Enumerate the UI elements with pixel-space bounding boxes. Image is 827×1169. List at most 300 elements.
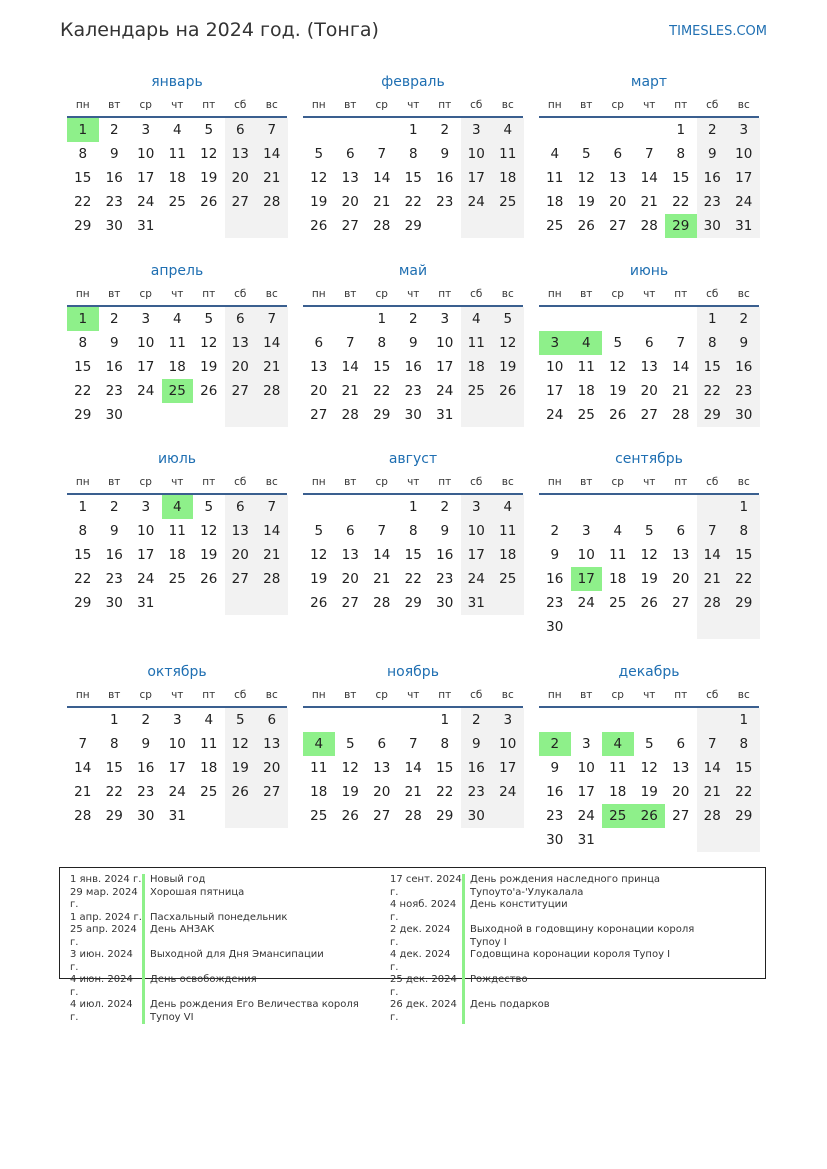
empty-day-cell	[665, 828, 697, 852]
weekday-label: ср	[139, 476, 152, 488]
day-cell: 19	[310, 571, 328, 587]
day-cell: 20	[225, 543, 257, 567]
weekday-label: сб	[706, 476, 719, 488]
day-cell: 17	[436, 359, 454, 375]
day-cell: 14	[672, 359, 690, 375]
holiday-date: 1 янв. 2024 г.	[70, 874, 142, 885]
weekday-label: пн	[75, 689, 90, 701]
day-cell: 27	[256, 780, 288, 804]
day-cell: 23	[105, 571, 123, 587]
empty-day-cell	[461, 403, 493, 427]
day-cell: 6	[676, 523, 686, 539]
weekday-label: ср	[139, 99, 152, 111]
day-cell: 30	[728, 403, 760, 427]
empty-day-cell	[335, 307, 367, 331]
day-cell: 10	[492, 732, 524, 756]
day-cell: 2	[109, 311, 119, 327]
weekday-label: сб	[470, 476, 483, 488]
day-grid	[539, 307, 759, 427]
day-cell: 30	[546, 619, 564, 635]
legend-row	[70, 874, 380, 887]
day-cell: 26	[200, 383, 218, 399]
day-cell: 15	[74, 359, 92, 375]
day-cell: 30	[137, 808, 155, 824]
day-cell: 3	[492, 708, 524, 732]
day-cell: 11	[168, 335, 186, 351]
holiday-day-cell: 4	[162, 495, 194, 519]
day-cell: 5	[204, 499, 214, 515]
holiday-date: 25 апр. 2024 г.	[70, 924, 137, 948]
day-cell: 26	[492, 379, 524, 403]
day-cell: 25	[492, 567, 524, 591]
weekday-label: пт	[202, 288, 216, 300]
day-cell: 20	[609, 194, 627, 210]
day-cell: 14	[697, 756, 729, 780]
day-cell: 11	[168, 146, 186, 162]
weekday-header	[539, 94, 759, 118]
weekday-label: ср	[611, 99, 624, 111]
holiday-name: Выходной для Дня Эмансипации	[142, 949, 380, 974]
day-cell: 19	[310, 194, 328, 210]
day-cell: 18	[168, 359, 186, 375]
empty-day-cell	[303, 118, 335, 142]
day-cell: 19	[577, 194, 595, 210]
weekday-label: чт	[407, 288, 420, 300]
day-cell: 6	[377, 736, 387, 752]
weekday-label: вс	[501, 99, 514, 111]
day-cell: 26	[609, 407, 627, 423]
weekday-label: пт	[202, 689, 216, 701]
month-11	[539, 660, 759, 852]
day-cell: 24	[436, 383, 454, 399]
day-cell: 20	[672, 784, 690, 800]
day-cell: 28	[640, 218, 658, 234]
day-cell: 3	[581, 736, 591, 752]
empty-day-cell	[492, 804, 524, 828]
day-cell: 18	[168, 547, 186, 563]
day-cell: 18	[461, 355, 493, 379]
empty-day-cell	[634, 708, 666, 732]
day-cell: 9	[550, 547, 560, 563]
day-cell: 13	[640, 359, 658, 375]
weekday-label: вс	[737, 476, 750, 488]
day-cell: 11	[310, 760, 328, 776]
legend-row	[70, 974, 380, 999]
day-cell: 7	[697, 519, 729, 543]
day-cell: 4	[172, 122, 182, 138]
day-cell: 1	[676, 122, 686, 138]
weekday-label: сб	[706, 689, 719, 701]
day-grid	[303, 708, 523, 828]
day-cell: 5	[314, 523, 324, 539]
day-cell: 21	[341, 383, 359, 399]
legend-row	[390, 974, 700, 999]
day-cell: 27	[225, 190, 257, 214]
empty-day-cell	[539, 708, 571, 732]
empty-day-cell	[429, 214, 461, 238]
day-cell: 6	[345, 523, 355, 539]
day-cell: 8	[728, 519, 760, 543]
day-cell: 25	[609, 595, 627, 611]
empty-day-cell	[162, 214, 194, 238]
weekday-label: вт	[108, 476, 121, 488]
weekday-label: чт	[407, 476, 420, 488]
day-cell: 23	[436, 571, 454, 587]
day-cell: 6	[676, 736, 686, 752]
weekday-label: пн	[311, 689, 326, 701]
day-cell: 20	[225, 166, 257, 190]
day-cell: 14	[256, 142, 288, 166]
day-cell: 15	[697, 355, 729, 379]
day-cell: 22	[74, 194, 92, 210]
day-cell: 7	[644, 146, 654, 162]
month-name: май	[398, 263, 428, 279]
empty-day-cell	[539, 495, 571, 519]
day-cell: 26	[310, 218, 328, 234]
day-cell: 20	[672, 571, 690, 587]
day-cell: 21	[404, 784, 422, 800]
weekday-label: чт	[643, 288, 656, 300]
day-cell: 20	[256, 756, 288, 780]
day-cell: 18	[492, 166, 524, 190]
day-cell: 29	[728, 804, 760, 828]
empty-day-cell	[193, 804, 225, 828]
empty-day-cell	[697, 828, 729, 852]
day-cell: 12	[577, 170, 595, 186]
weekday-label: ср	[611, 689, 624, 701]
empty-day-cell	[225, 214, 257, 238]
day-cell: 28	[697, 591, 729, 615]
empty-day-cell	[366, 708, 398, 732]
weekday-label: вс	[737, 99, 750, 111]
site-link[interactable]: TIMESLES.COM	[669, 24, 767, 39]
day-cell: 10	[137, 523, 155, 539]
day-cell: 13	[225, 142, 257, 166]
day-cell: 4	[172, 311, 182, 327]
day-cell: 8	[377, 335, 387, 351]
holiday-day-cell: 26	[634, 804, 666, 828]
weekday-label: пн	[547, 476, 562, 488]
day-cell: 17	[168, 760, 186, 776]
day-cell: 31	[461, 591, 493, 615]
day-cell: 23	[728, 379, 760, 403]
empty-day-cell	[634, 615, 666, 639]
day-cell: 16	[404, 359, 422, 375]
day-cell: 5	[204, 122, 214, 138]
day-cell: 14	[640, 170, 658, 186]
day-cell: 27	[609, 218, 627, 234]
day-cell: 5	[613, 335, 623, 351]
weekday-label: вс	[265, 288, 278, 300]
legend-row	[70, 912, 380, 925]
day-cell: 8	[78, 523, 88, 539]
empty-day-cell	[665, 615, 697, 639]
weekday-label: пт	[202, 476, 216, 488]
day-cell: 4	[204, 712, 214, 728]
empty-day-cell	[602, 828, 634, 852]
empty-day-cell	[602, 307, 634, 331]
weekday-label: ср	[375, 288, 388, 300]
day-cell: 15	[436, 760, 454, 776]
empty-day-cell	[571, 307, 603, 331]
holiday-name: День освобождения	[142, 974, 380, 999]
empty-day-cell	[256, 403, 288, 427]
day-cell: 3	[581, 523, 591, 539]
day-cell: 9	[440, 146, 450, 162]
day-cell: 25	[492, 190, 524, 214]
day-cell: 16	[137, 760, 155, 776]
day-cell: 22	[74, 383, 92, 399]
empty-day-cell	[256, 804, 288, 828]
day-grid	[67, 495, 287, 615]
day-cell: 13	[341, 170, 359, 186]
day-cell: 12	[609, 359, 627, 375]
empty-day-cell	[256, 591, 288, 615]
day-cell: 26	[577, 218, 595, 234]
empty-day-cell	[193, 591, 225, 615]
day-cell: 9	[408, 335, 418, 351]
weekday-label: пт	[438, 288, 452, 300]
day-cell: 28	[373, 218, 391, 234]
day-cell: 7	[345, 335, 355, 351]
day-cell: 14	[373, 547, 391, 563]
empty-day-cell	[162, 403, 194, 427]
day-cell: 17	[492, 756, 524, 780]
day-cell: 12	[310, 547, 328, 563]
day-cell: 1	[78, 499, 88, 515]
empty-day-cell	[366, 118, 398, 142]
weekday-header	[539, 471, 759, 495]
day-cell: 30	[404, 407, 422, 423]
legend-row	[390, 949, 700, 974]
day-cell: 7	[377, 523, 387, 539]
day-cell: 25	[577, 407, 595, 423]
day-cell: 24	[168, 784, 186, 800]
day-cell: 25	[546, 218, 564, 234]
day-cell: 29	[436, 808, 454, 824]
holiday-date: 29 мар. 2024 г.	[70, 886, 138, 910]
day-cell: 28	[256, 190, 288, 214]
day-cell: 30	[105, 407, 123, 423]
day-cell: 3	[172, 712, 182, 728]
day-cell: 8	[440, 736, 450, 752]
day-cell: 23	[546, 595, 564, 611]
day-cell: 27	[341, 218, 359, 234]
month-name: январь	[151, 74, 203, 90]
day-cell: 14	[74, 760, 92, 776]
day-cell: 4	[492, 495, 524, 519]
weekday-label: сб	[470, 288, 483, 300]
month-7	[303, 447, 523, 615]
day-cell: 7	[697, 732, 729, 756]
empty-day-cell	[303, 708, 335, 732]
day-cell: 15	[74, 547, 92, 563]
empty-day-cell	[162, 591, 194, 615]
empty-day-cell	[366, 495, 398, 519]
day-cell: 21	[256, 355, 288, 379]
day-cell: 29	[404, 218, 422, 234]
holiday-date: 2 дек. 2024 г.	[390, 924, 451, 948]
day-cell: 4	[550, 146, 560, 162]
holiday-date: 26 дек. 2024 г.	[390, 999, 457, 1023]
weekday-label: ср	[139, 689, 152, 701]
day-cell: 20	[640, 383, 658, 399]
empty-day-cell	[602, 118, 634, 142]
month-name: сентябрь	[615, 451, 683, 467]
day-cell: 30	[461, 804, 493, 828]
empty-day-cell	[256, 214, 288, 238]
weekday-label: чт	[407, 689, 420, 701]
empty-day-cell	[539, 118, 571, 142]
weekday-label: вс	[265, 476, 278, 488]
day-cell: 7	[78, 736, 88, 752]
empty-day-cell	[193, 214, 225, 238]
holiday-name: День конституции	[462, 899, 700, 924]
day-cell: 1	[377, 311, 387, 327]
day-cell: 30	[105, 595, 123, 611]
weekday-label: сб	[706, 99, 719, 111]
day-cell: 6	[314, 335, 324, 351]
holiday-name: День рождения Его Величества короля Тупоу VI	[142, 999, 380, 1024]
day-cell: 7	[408, 736, 418, 752]
day-cell: 7	[377, 146, 387, 162]
weekday-label: сб	[234, 689, 247, 701]
day-cell: 21	[256, 543, 288, 567]
day-cell: 18	[200, 760, 218, 776]
weekday-label: пт	[674, 476, 688, 488]
day-cell: 9	[461, 732, 493, 756]
day-cell: 7	[256, 118, 288, 142]
day-cell: 29	[105, 808, 123, 824]
day-cell: 18	[492, 543, 524, 567]
empty-day-cell	[602, 615, 634, 639]
day-cell: 18	[310, 784, 328, 800]
day-cell: 8	[78, 146, 88, 162]
empty-day-cell	[492, 591, 524, 615]
weekday-label: пт	[438, 689, 452, 701]
empty-day-cell	[193, 403, 225, 427]
day-cell: 29	[404, 595, 422, 611]
weekday-label: ср	[375, 99, 388, 111]
holiday-day-cell: 29	[665, 214, 697, 238]
day-cell: 2	[440, 499, 450, 515]
day-cell: 11	[492, 142, 524, 166]
holiday-name: Хорошая пятница	[142, 887, 380, 912]
day-cell: 18	[609, 571, 627, 587]
day-cell: 19	[492, 355, 524, 379]
day-cell: 19	[225, 756, 257, 780]
day-cell: 22	[404, 571, 422, 587]
day-cell: 16	[105, 170, 123, 186]
empty-day-cell	[665, 708, 697, 732]
month-4	[303, 259, 523, 427]
weekday-label: вс	[501, 288, 514, 300]
day-cell: 7	[256, 495, 288, 519]
weekday-label: вт	[580, 689, 593, 701]
day-cell: 20	[373, 784, 391, 800]
day-cell: 28	[256, 379, 288, 403]
weekday-label: вт	[344, 288, 357, 300]
month-name: ноябрь	[387, 664, 439, 680]
day-cell: 23	[404, 383, 422, 399]
holiday-legend	[59, 867, 766, 1023]
day-cell: 2	[697, 118, 729, 142]
day-cell: 10	[168, 736, 186, 752]
day-cell: 3	[141, 311, 151, 327]
day-cell: 16	[546, 784, 564, 800]
holiday-date: 4 июл. 2024 г.	[70, 999, 133, 1023]
empty-day-cell	[67, 708, 99, 732]
weekday-header	[67, 283, 287, 307]
day-cell: 16	[105, 547, 123, 563]
weekday-label: вс	[501, 689, 514, 701]
day-cell: 21	[640, 194, 658, 210]
day-cell: 16	[697, 166, 729, 190]
day-cell: 28	[672, 407, 690, 423]
day-cell: 30	[436, 595, 454, 611]
day-cell: 13	[609, 170, 627, 186]
day-cell: 17	[728, 166, 760, 190]
weekday-label: пт	[674, 689, 688, 701]
day-cell: 12	[200, 335, 218, 351]
day-cell: 7	[676, 335, 686, 351]
weekday-label: вт	[108, 288, 121, 300]
weekday-header	[67, 94, 287, 118]
day-cell: 19	[200, 359, 218, 375]
day-cell: 5	[492, 307, 524, 331]
day-cell: 27	[640, 407, 658, 423]
empty-day-cell	[539, 307, 571, 331]
weekday-label: пн	[75, 99, 90, 111]
empty-day-cell	[303, 307, 335, 331]
day-cell: 24	[137, 571, 155, 587]
day-cell: 30	[546, 832, 564, 848]
day-cell: 4	[613, 523, 623, 539]
day-cell: 25	[310, 808, 328, 824]
legend-row	[390, 924, 700, 949]
day-cell: 3	[461, 118, 493, 142]
day-grid	[303, 118, 523, 238]
weekday-label: ср	[611, 476, 624, 488]
day-cell: 19	[609, 383, 627, 399]
holiday-name: Пасхальный понедельник	[142, 912, 380, 925]
day-cell: 7	[256, 307, 288, 331]
empty-day-cell	[697, 708, 729, 732]
day-cell: 6	[256, 708, 288, 732]
day-grid	[67, 307, 287, 427]
day-cell: 9	[109, 335, 119, 351]
day-cell: 21	[373, 571, 391, 587]
month-0	[67, 70, 287, 238]
weekday-label: сб	[470, 689, 483, 701]
day-cell: 15	[728, 756, 760, 780]
weekday-label: сб	[234, 476, 247, 488]
day-cell: 2	[728, 307, 760, 331]
day-cell: 19	[200, 170, 218, 186]
weekday-label: сб	[234, 288, 247, 300]
weekday-header	[303, 471, 523, 495]
weekday-label: вт	[344, 689, 357, 701]
day-cell: 19	[200, 547, 218, 563]
day-cell: 10	[577, 760, 595, 776]
day-cell: 13	[341, 547, 359, 563]
weekday-label: пн	[75, 476, 90, 488]
day-cell: 13	[373, 760, 391, 776]
day-cell: 9	[440, 523, 450, 539]
day-cell: 19	[341, 784, 359, 800]
day-cell: 20	[310, 383, 328, 399]
weekday-header	[67, 471, 287, 495]
